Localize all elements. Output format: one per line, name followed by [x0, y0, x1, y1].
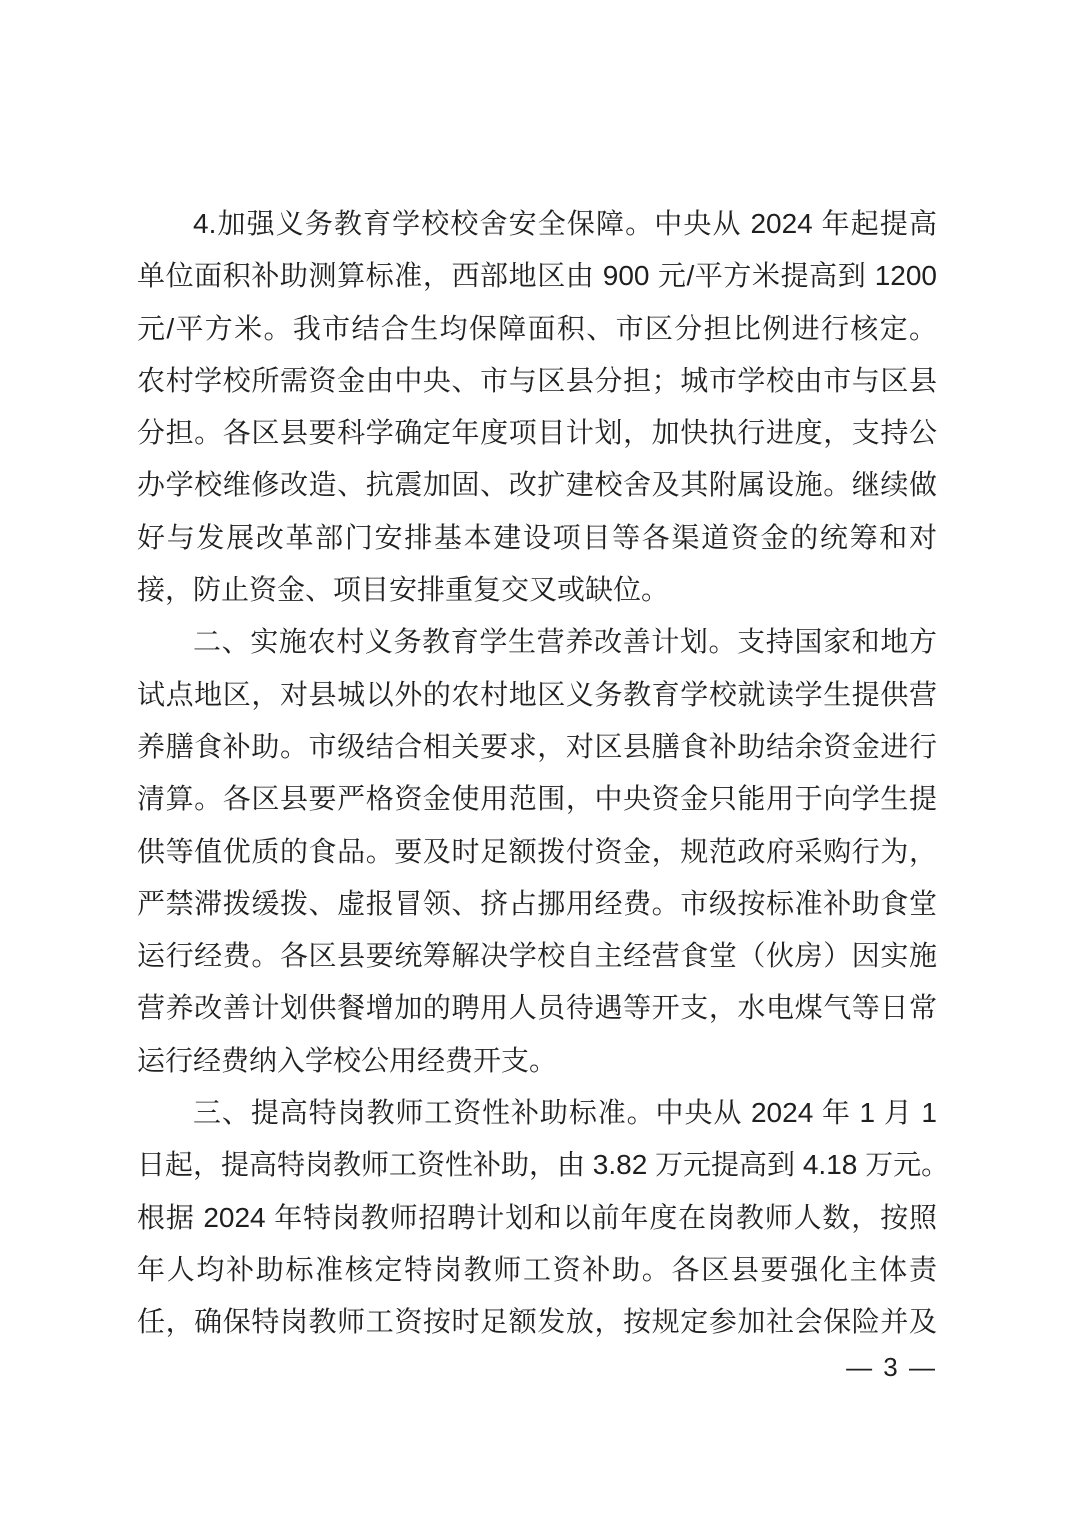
text-line: 养膳食补助。市级结合相关要求，对区县膳食补助结余资金进行 [137, 730, 937, 762]
text-line: 单位面积补助测算标准，西部地区由 900 元/平方米提高到 1200 [137, 260, 937, 292]
text-line: 营养改善计划供餐增加的聘用人员待遇等开支，水电煤气等日常 [137, 992, 937, 1024]
text-line: 三、提高特岗教师工资性补助标准。中央从 2024 年 1 月 1 [193, 1097, 937, 1129]
text-line: 根据 2024 年特岗教师招聘计划和以前年度在岗教师人数，按照 [137, 1201, 937, 1233]
text-line: 二、实施农村义务教育学生营养改善计划。支持国家和地方 [193, 626, 937, 658]
text-line: 分担。各区县要科学确定年度项目计划，加快执行进度，支持公 [137, 417, 937, 449]
text-line: 运行经费。各区县要统筹解决学校自主经营食堂（伙房）因实施 [137, 940, 937, 972]
text-line: 元/平方米。我市结合生均保障面积、市区分担比例进行核定。 [137, 312, 937, 344]
text-line: 任，确保特岗教师工资按时足额发放，按规定参加社会保险并及 [137, 1306, 937, 1338]
text-line: 试点地区，对县城以外的农村地区义务教育学校就读学生提供营 [137, 678, 937, 710]
text-line: 接，防止资金、项目安排重复交叉或缺位。 [137, 574, 670, 606]
page-number: — 3 — [846, 1352, 937, 1382]
text-line: 年人均补助标准核定特岗教师工资补助。各区县要强化主体责 [137, 1253, 937, 1285]
text-line: 农村学校所需资金由中央、市与区县分担；城市学校由市与区县 [137, 364, 937, 396]
text-line: 日起，提高特岗教师工资性补助，由 3.82 万元提高到 4.18 万元。 [137, 1149, 950, 1181]
text-line: 4.加强义务教育学校校舍安全保障。中央从 2024 年起提高 [193, 208, 937, 239]
text-line: 清算。各区县要严格资金使用范围，中央资金只能用于向学生提 [137, 783, 937, 815]
text-line: 供等值优质的食品。要及时足额拨付资金，规范政府采购行为， [137, 835, 937, 867]
text-line: 好与发展改革部门安排基本建设项目等各渠道资金的统筹和对 [137, 521, 937, 553]
document-body [137, 198, 950, 1349]
text-line: 严禁滞拨缓拨、虚报冒领、挤占挪用经费。市级按标准补助食堂 [137, 887, 937, 919]
text-line: 办学校维修改造、抗震加固、改扩建校舍及其附属设施。继续做 [137, 469, 937, 501]
text-line: 运行经费纳入学校公用经费开支。 [137, 1044, 558, 1076]
